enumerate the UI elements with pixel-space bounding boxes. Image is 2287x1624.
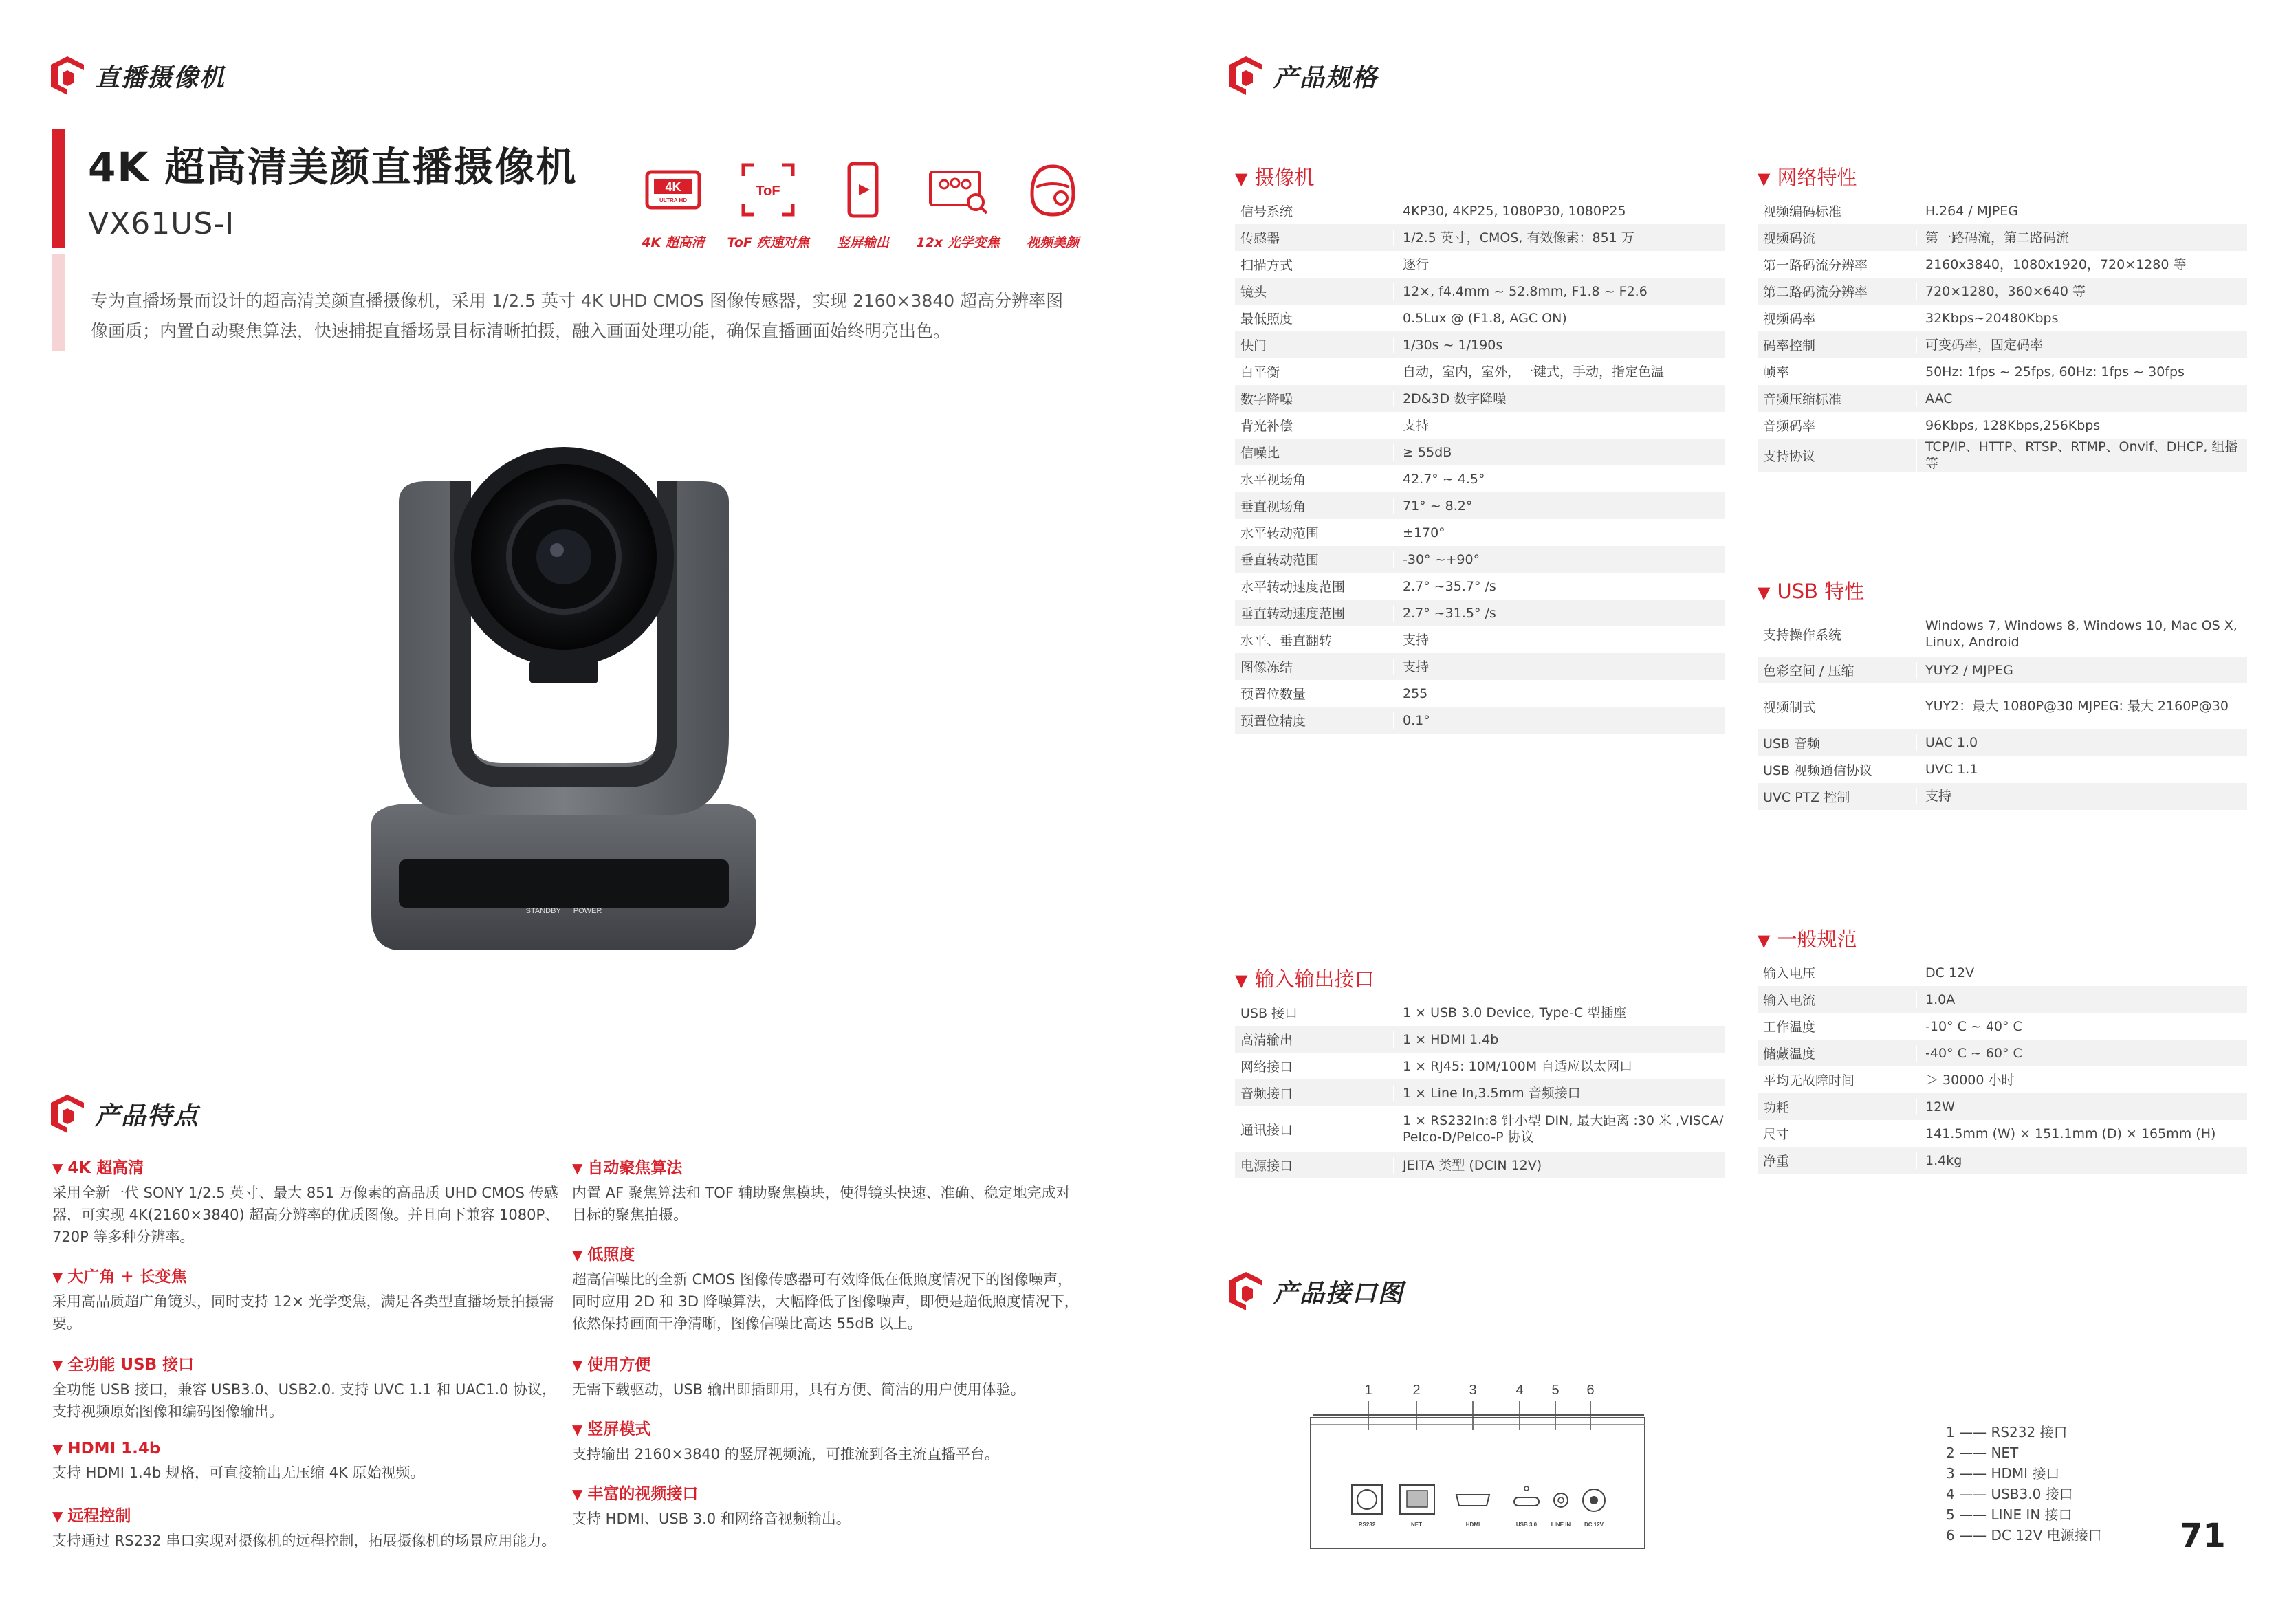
feature-title: ▼ 丰富的视频接口 <box>572 1481 1081 1504</box>
feature-title: ▼ 远程控制 <box>52 1503 561 1526</box>
spec-value: H.264 / MJPEG <box>1916 203 2247 219</box>
spec-camera-table <box>1235 162 1725 734</box>
spec-row <box>1758 358 2247 385</box>
feature-title: ▼ 自动聚焦算法 <box>572 1155 1081 1178</box>
spec-row <box>1758 224 2247 251</box>
camera-product-image <box>358 440 770 956</box>
port-legend-item: 5 —— LINE IN 接口 <box>1946 1506 2072 1523</box>
port-number: 3 <box>1469 1383 1477 1398</box>
feature-text: 支持 HDMI、USB 3.0 和网络音视频输出。 <box>572 1511 851 1527</box>
spec-value: 支持 <box>1393 659 1725 675</box>
title-accent-bar <box>52 129 65 248</box>
spec-value: 2.7° ~31.5° /s <box>1393 605 1725 622</box>
spec-row <box>1758 439 2247 472</box>
spec-key: 预置位数量 <box>1240 687 1306 702</box>
spec-key: 通讯接口 <box>1240 1122 1293 1138</box>
spec-key: 音频压缩标准 <box>1763 392 1842 407</box>
spec-row <box>1758 251 2247 278</box>
spec-row <box>1235 492 1725 519</box>
feature-icon-tof <box>727 160 809 251</box>
feature-item <box>52 1352 561 1423</box>
feature-title: ▼ 竖屏模式 <box>572 1416 1081 1439</box>
spec-row <box>1235 1053 1725 1079</box>
spec-value: 2.7° ~35.7° /s <box>1393 578 1725 595</box>
spec-value: 1.4kg <box>1916 1152 2247 1169</box>
spec-row <box>1235 439 1725 465</box>
spec-row <box>1758 1120 2247 1147</box>
spec-value: AAC <box>1916 391 2247 407</box>
spec-row <box>1758 657 2247 683</box>
spec-key: 垂直转动速度范围 <box>1240 606 1346 622</box>
spec-key: 第二路码流分辨率 <box>1763 285 1868 300</box>
product-intro: 专为直播场景而设计的超高清美颜直播摄像机，采用 1/2.5 英寸 4K UHD CMOS 图像传感器，实现 2160×3840 超高分辨率图像画质；内置自动聚焦算法，快速捕捉直播场景目标清晰拍摄，融入画面处理功能，确保直播画面始终明亮出色。 <box>91 291 1064 341</box>
spec-value: 逐行 <box>1393 256 1725 273</box>
feature-title: ▼ 使用方便 <box>572 1352 1081 1374</box>
port-label: NET <box>1411 1522 1422 1528</box>
spec-value: 1 × Line In,3.5mm 音频接口 <box>1393 1085 1725 1101</box>
spec-value: 42.7° ~ 4.5° <box>1393 471 1725 487</box>
spec-table-title: ▼ 网络特性 <box>1758 166 1857 189</box>
spec-row <box>1235 1079 1725 1106</box>
feature-text: 超高信噪比的全新 CMOS 图像传感器可有效降低在低照度情况下的图像噪声，同时应用 2D 和 3D 降噪算法，大幅降低了图像噪声，即便是超低照度情况下，依然保持画面干净清晰，图像信噪比高达 55dB 以上。 <box>572 1271 1079 1332</box>
product-model: VX61US-I <box>88 206 235 241</box>
feature-icon-label: 竖屏输出 <box>836 235 889 250</box>
spec-value: 可变码率，固定码率 <box>1916 337 2247 353</box>
spec-value: 1 × RJ45: 10M/100M 自适应以太网口 <box>1393 1058 1725 1075</box>
spec-row <box>1235 546 1725 573</box>
feature-item <box>572 1481 1081 1530</box>
spec-row <box>1758 986 2247 1013</box>
brand-logo-icon <box>50 55 85 96</box>
feature-icon-beauty <box>1012 160 1093 251</box>
tof-focus-icon <box>738 160 798 220</box>
spec-key: 水平转动范围 <box>1240 526 1320 541</box>
feature-icon-label: ToF 疾速对焦 <box>727 235 809 250</box>
spec-row <box>1235 680 1725 707</box>
spec-value: -30° ~+90° <box>1393 551 1725 568</box>
feature-text: 采用高品质超广角镜头，同时支持 12× 光学变焦，满足各类型直播场景拍摄需要。 <box>52 1293 554 1332</box>
port-legend-item: 2 —— NET <box>1946 1445 2019 1461</box>
spec-rows <box>1758 197 2247 472</box>
left-header-title: 直播摄像机 <box>95 63 226 92</box>
4k-ultra-hd-icon <box>643 160 703 220</box>
spec-key: 垂直转动范围 <box>1240 553 1320 568</box>
feature-title: ▼ HDMI 1.4b <box>52 1440 561 1458</box>
feature-title: ▼ 4K 超高清 <box>52 1155 561 1178</box>
spec-row <box>1235 707 1725 734</box>
spec-key: 网络接口 <box>1240 1060 1293 1075</box>
spec-value: Windows 7, Windows 8, Windows 10, Mac OS X, Linux, Android <box>1916 617 2247 650</box>
svg-text:ULTRA HD: ULTRA HD <box>659 197 687 204</box>
spec-value: YUY2：最大 1080P@30 MJPEG: 最大 2160P@30 <box>1916 698 2247 714</box>
spec-value: 12×, f4.4mm ~ 52.8mm, F1.8 ~ F2.6 <box>1393 283 1725 300</box>
spec-value: UVC 1.1 <box>1916 761 2247 778</box>
page-number: 71 <box>2180 1517 2226 1555</box>
spec-key: 水平转动速度范围 <box>1240 580 1346 595</box>
spec-row <box>1235 1106 1725 1152</box>
spec-value: UAC 1.0 <box>1916 734 2247 751</box>
feature-title: ▼ 低照度 <box>572 1242 1081 1264</box>
spec-key: 平均无故障时间 <box>1763 1073 1855 1088</box>
feature-item <box>572 1242 1081 1335</box>
spec-value: 1.0A <box>1916 991 2247 1008</box>
spec-row <box>1235 331 1725 358</box>
feature-title: ▼ 全功能 USB 接口 <box>52 1352 561 1374</box>
spec-key: 音频接口 <box>1240 1086 1293 1101</box>
spec-key: 储藏温度 <box>1763 1046 1816 1062</box>
spec-table-title: ▼ USB 特性 <box>1758 580 1865 603</box>
feature-item <box>52 1264 561 1335</box>
feature-text: 内置 AF 聚焦算法和 TOF 辅助聚焦模块，使得镜头快速、准确、稳定地完成对目标的聚焦拍摄。 <box>572 1185 1071 1223</box>
spec-row <box>1235 1152 1725 1178</box>
port-number: 2 <box>1412 1383 1421 1398</box>
feature-icon-portrait <box>822 160 904 251</box>
spec-rows <box>1758 611 2247 810</box>
port-label: HDMI <box>1465 1522 1480 1528</box>
spec-row <box>1235 224 1725 251</box>
feature-text: 支持通过 RS232 串口实现对摄像机的远程控制，拓展摄像机的场景应用能力。 <box>52 1533 556 1549</box>
feature-text: 支持输出 2160×3840 的竖屏视频流，可推流到各主流直播平台。 <box>572 1446 999 1462</box>
spec-value: 96Kbps, 128Kbps,256Kbps <box>1916 417 2247 434</box>
spec-row <box>1758 331 2247 358</box>
feature-icon-zoom <box>917 160 998 251</box>
spec-value: 支持 <box>1916 788 2247 804</box>
spec-row <box>1758 683 2247 729</box>
spec-row <box>1758 1040 2247 1066</box>
spec-row <box>1235 519 1725 546</box>
interface-section-header <box>1228 1271 1404 1312</box>
spec-key: 第一路码流分辨率 <box>1763 258 1868 273</box>
spec-key: 预置位精度 <box>1240 714 1306 729</box>
camera-status-labels: STANDBY POWER <box>525 907 602 915</box>
interface-header-title: 产品接口图 <box>1273 1279 1405 1308</box>
spec-key: 支持协议 <box>1763 448 1816 464</box>
spec-value: 1/30s ~ 1/190s <box>1393 337 1725 353</box>
spec-key: 净重 <box>1763 1154 1790 1169</box>
spec-value: 4KP30, 4KP25, 1080P30, 1080P25 <box>1393 203 1725 219</box>
spec-key: USB 音频 <box>1763 736 1821 751</box>
feature-icon-label: 4K 超高清 <box>642 235 705 250</box>
product-title: 4K 超高清美颜直播摄像机 <box>88 144 578 190</box>
spec-value: -40° C ~ 60° C <box>1916 1045 2247 1062</box>
spec-row <box>1758 729 2247 756</box>
spec-rows <box>1758 959 2247 1174</box>
spec-value: 1 × USB 3.0 Device, Type-C 型插座 <box>1393 1005 1725 1021</box>
spec-row <box>1235 626 1725 653</box>
port-legend-item: 6 —— DC 12V 电源接口 <box>1946 1527 2102 1544</box>
port-number: 5 <box>1551 1383 1560 1398</box>
spec-key: 镜头 <box>1240 285 1267 300</box>
spec-value: -10° C ~ 40° C <box>1916 1018 2247 1035</box>
spec-key: 高清输出 <box>1240 1033 1293 1048</box>
spec-value: 141.5mm (W) × 151.1mm (D) × 165mm (H) <box>1916 1126 2247 1142</box>
spec-row <box>1235 385 1725 412</box>
spec-key: 帧率 <box>1763 365 1790 380</box>
spec-header-title: 产品规格 <box>1273 63 1379 92</box>
svg-text:4K: 4K <box>665 180 681 194</box>
spec-io-table <box>1235 964 1725 1178</box>
spec-row <box>1758 1066 2247 1093</box>
spec-row <box>1758 278 2247 305</box>
spec-usb-table <box>1758 576 2247 810</box>
spec-value: 2160x3840，1080x1920，720×1280 等 <box>1916 256 2247 273</box>
spec-key: UVC PTZ 控制 <box>1763 789 1850 805</box>
optical-zoom-icon <box>928 160 988 220</box>
spec-rows <box>1235 197 1725 734</box>
spec-key: 水平、垂直翻转 <box>1240 633 1333 648</box>
spec-key: 色彩空间 / 压缩 <box>1763 663 1854 679</box>
svg-text:ToF: ToF <box>756 184 780 199</box>
spec-value: JEITA 类型 (DCIN 12V) <box>1393 1157 1725 1174</box>
spec-value: 1/2.5 英寸，CMOS, 有效像素：851 万 <box>1393 230 1725 246</box>
port-number: 4 <box>1515 1383 1524 1398</box>
spec-value: 12W <box>1916 1099 2247 1115</box>
spec-row <box>1235 412 1725 439</box>
left-section-header <box>50 55 226 96</box>
spec-value: 71° ~ 8.2° <box>1393 498 1725 514</box>
feature-icon-label: 视频美颜 <box>1026 235 1079 250</box>
feature-item <box>52 1155 561 1248</box>
spec-value: 720×1280，360×640 等 <box>1916 283 2247 300</box>
spec-row <box>1758 305 2247 331</box>
spec-value: 支持 <box>1393 632 1725 648</box>
port-label: LINE IN <box>1551 1522 1571 1528</box>
spec-key: 传感器 <box>1240 231 1280 246</box>
spec-row <box>1758 756 2247 783</box>
feature-icon-4k <box>633 160 714 251</box>
spec-row <box>1235 251 1725 278</box>
spec-row <box>1758 412 2247 439</box>
port-number: 6 <box>1586 1383 1595 1398</box>
spec-key: 图像冻结 <box>1240 660 1293 675</box>
spec-key: 信号系统 <box>1240 204 1293 219</box>
spec-key: 输入电压 <box>1763 966 1816 981</box>
spec-row <box>1235 197 1725 224</box>
port-label: DC 12V <box>1584 1522 1604 1528</box>
spec-key: 垂直视场角 <box>1240 499 1306 514</box>
portrait-output-icon <box>833 160 893 220</box>
port-legend-item: 3 —— HDMI 接口 <box>1946 1465 2060 1482</box>
spec-value: ≥ 55dB <box>1393 444 1725 461</box>
spec-key: 视频制式 <box>1763 699 1816 715</box>
spec-row <box>1235 278 1725 305</box>
spec-value: 50Hz: 1fps ~ 25fps, 60Hz: 1fps ~ 30fps <box>1916 364 2247 380</box>
spec-key: 码率控制 <box>1763 338 1816 353</box>
spec-row <box>1235 465 1725 492</box>
spec-row <box>1235 600 1725 626</box>
feature-item <box>52 1440 561 1484</box>
spec-key: 视频编码标准 <box>1763 204 1842 219</box>
spec-value: ＞ 30000 小时 <box>1916 1072 2247 1088</box>
spec-key: 电源接口 <box>1240 1159 1293 1174</box>
spec-key: 数字降噪 <box>1240 392 1293 407</box>
spec-row <box>1758 1093 2247 1120</box>
features-section-header <box>50 1093 199 1134</box>
brand-logo-icon <box>1228 1271 1264 1312</box>
spec-network-table <box>1758 162 2247 472</box>
spec-key: 功耗 <box>1763 1100 1790 1115</box>
spec-key: 视频码率 <box>1763 311 1816 327</box>
port-label: RS232 <box>1358 1522 1376 1528</box>
spec-value: 255 <box>1393 685 1725 702</box>
spec-row <box>1235 653 1725 680</box>
brand-logo-icon <box>1228 55 1264 96</box>
spec-value: 0.5Lux @ (F1.8, AGC ON) <box>1393 310 1725 327</box>
feature-item <box>572 1155 1081 1226</box>
spec-value: ±170° <box>1393 525 1725 541</box>
spec-value: 自动，室内，室外，一键式，手动，指定色温 <box>1393 364 1725 380</box>
intro-accent-bar <box>52 254 65 351</box>
spec-row <box>1758 959 2247 986</box>
port-diagram <box>1306 1375 1650 1554</box>
feature-text: 采用全新一代 SONY 1/2.5 英寸、最大 851 万像素的高品质 UHD CMOS 传感器，可实现 4K(2160×3840) 超高分辨率的优质图像。并且向下兼容 1080P、720P 等多种分辨率。 <box>52 1185 560 1245</box>
spec-value: 1 × HDMI 1.4b <box>1393 1031 1725 1048</box>
brand-logo-icon <box>50 1093 85 1134</box>
spec-key: 音频码率 <box>1763 419 1816 434</box>
beauty-video-icon <box>1022 160 1083 220</box>
feature-item <box>572 1416 1081 1465</box>
spec-row <box>1758 385 2247 412</box>
spec-value: 第一路码流，第二路码流 <box>1916 230 2247 246</box>
spec-general-table <box>1758 924 2247 1174</box>
spec-value: 2D&3D 数字降噪 <box>1393 391 1725 407</box>
feature-text: 全功能 USB 接口，兼容 USB3.0、USB2.0. 支持 UVC 1.1 和 UAC1.0 协议，支持视频原始图像和编码图像输出。 <box>52 1381 557 1420</box>
spec-key: 快门 <box>1240 338 1267 353</box>
spec-value: 1 × RS232In:8 针小型 DIN, 最大距离 :30 米 ,VISCA/ Pelco-D/Pelco-P 协议 <box>1393 1112 1725 1145</box>
spec-value: 支持 <box>1393 417 1725 434</box>
spec-key: 最低照度 <box>1240 311 1293 327</box>
feature-title: ▼ 大广角 + 长变焦 <box>52 1264 561 1286</box>
spec-row <box>1758 611 2247 657</box>
spec-row <box>1235 305 1725 331</box>
features-header-title: 产品特点 <box>95 1101 200 1130</box>
port-legend <box>1946 1422 2102 1546</box>
spec-table-title: ▼ 输入输出接口 <box>1235 967 1375 991</box>
spec-key: 背光补偿 <box>1240 419 1293 434</box>
spec-key: 白平衡 <box>1240 365 1280 380</box>
port-legend-item: 1 —— RS232 接口 <box>1946 1424 2068 1440</box>
spec-row <box>1758 1147 2247 1174</box>
spec-table-title: ▼ 摄像机 <box>1235 166 1315 189</box>
spec-key: 输入电流 <box>1763 993 1816 1008</box>
spec-key: 视频码流 <box>1763 231 1816 246</box>
spec-key: 尺寸 <box>1763 1127 1790 1142</box>
port-number: 1 <box>1364 1383 1372 1398</box>
feature-text: 无需下载驱动，USB 输出即插即用，具有方便、简洁的用户使用体验。 <box>572 1381 1025 1398</box>
spec-key: 工作温度 <box>1763 1020 1816 1035</box>
spec-key: 扫描方式 <box>1240 258 1293 273</box>
spec-key: USB 视频通信协议 <box>1763 762 1873 778</box>
port-legend-item: 4 —— USB3.0 接口 <box>1946 1486 2073 1502</box>
spec-key: 信噪比 <box>1240 446 1280 461</box>
spec-row <box>1235 999 1725 1026</box>
spec-key: 支持操作系统 <box>1763 627 1842 643</box>
spec-value: DC 12V <box>1916 965 2247 981</box>
spec-value: 0.1° <box>1393 712 1725 729</box>
spec-row <box>1235 573 1725 600</box>
spec-rows <box>1235 999 1725 1178</box>
feature-icon-label: 12x 光学变焦 <box>916 235 1000 250</box>
spec-value: 32Kbps~20480Kbps <box>1916 310 2247 327</box>
spec-row <box>1758 783 2247 810</box>
spec-section-header <box>1228 55 1378 96</box>
feature-item <box>52 1503 561 1552</box>
feature-item <box>572 1352 1081 1401</box>
spec-row <box>1235 1026 1725 1053</box>
spec-row <box>1235 358 1725 385</box>
spec-table-title: ▼ 一般规范 <box>1758 928 1857 951</box>
spec-row <box>1758 1013 2247 1040</box>
spec-key: 水平视场角 <box>1240 472 1306 487</box>
feature-text: 支持 HDMI 1.4b 规格，可直接输出无压缩 4K 原始视频。 <box>52 1464 425 1481</box>
spec-row <box>1758 197 2247 224</box>
spec-value: TCP/IP、HTTP、RTSP、RTMP、Onvif、DHCP, 组播等 <box>1916 439 2247 472</box>
spec-key: USB 接口 <box>1240 1006 1298 1021</box>
feature-icon-row <box>633 160 1093 251</box>
port-label: USB 3.0 <box>1515 1522 1538 1528</box>
spec-value: YUY2 / MJPEG <box>1916 662 2247 679</box>
